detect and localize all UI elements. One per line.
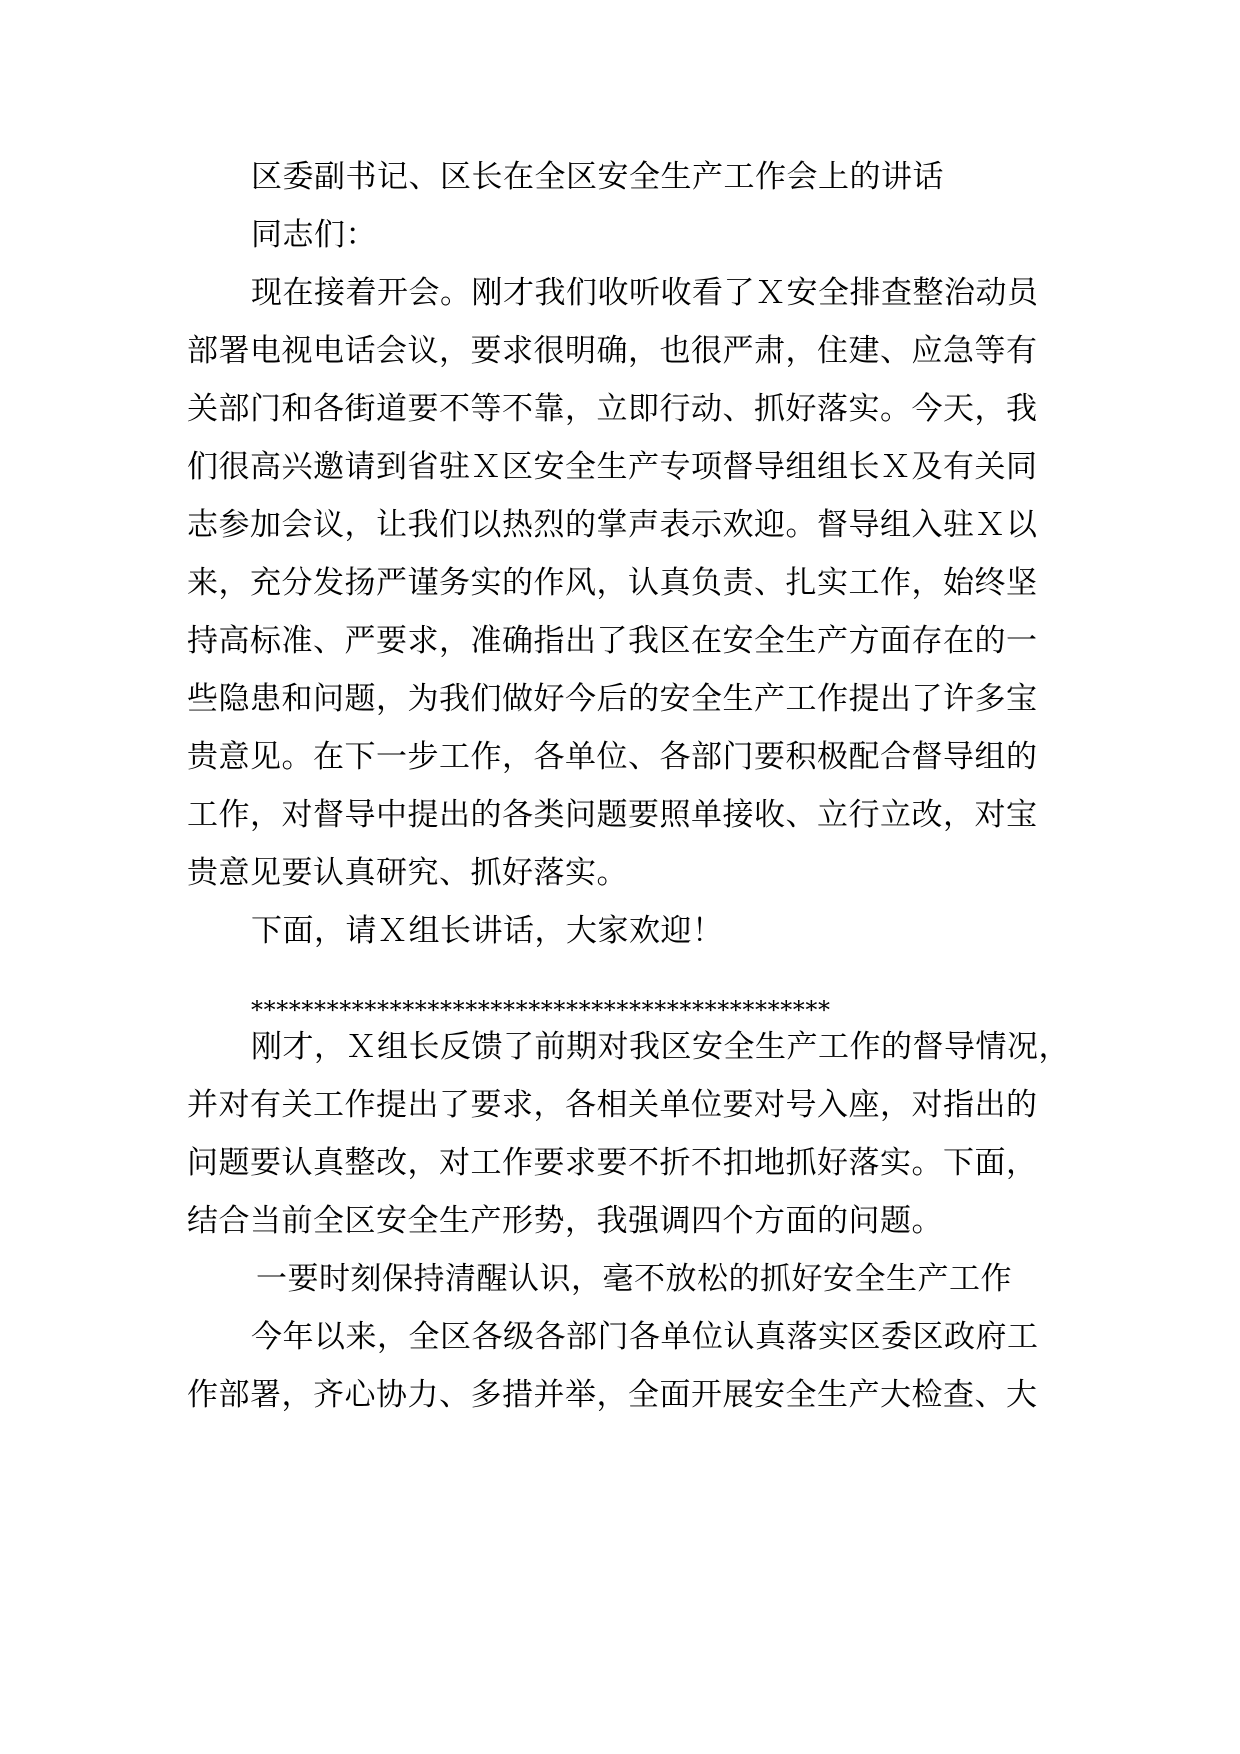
paragraph-line: 刚才，Ｘ组长反馈了前期对我区安全生产工作的督导情况， bbox=[251, 1029, 1070, 1065]
paragraph-line: 现在接着开会。刚才我们收听收看了Ｘ安全排查整治动员 bbox=[251, 275, 1039, 311]
document-title: 区委副书记、区长在全区安全生产工作会上的讲话 bbox=[251, 159, 944, 195]
paragraph-line: 持高标准、严要求，准确指出了我区在安全生产方面存在的一 bbox=[187, 623, 1038, 659]
paragraph-line: 问题要认真整改，对工作要求要不折不扣地抓好落实。下面， bbox=[187, 1145, 1038, 1181]
separator-line: ********************************************** bbox=[251, 996, 831, 1024]
paragraph-line: 结合当前全区安全生产形势，我强调四个方面的问题。 bbox=[187, 1203, 943, 1239]
paragraph-line: 部署电视电话会议，要求很明确，也很严肃，住建、应急等有 bbox=[187, 333, 1038, 369]
paragraph-line: 今年以来，全区各级各部门各单位认真落实区委区政府工 bbox=[251, 1319, 1039, 1355]
paragraph-line: 下面，请Ｘ组长讲话，大家欢迎！ bbox=[251, 913, 724, 949]
paragraph-line: 们很高兴邀请到省驻Ｘ区安全生产专项督导组组长Ｘ及有关同 bbox=[187, 449, 1038, 485]
paragraph-line: 关部门和各街道要不等不靠，立即行动、抓好落实。今天，我 bbox=[187, 391, 1038, 427]
paragraph-line: 作部署，齐心协力、多措并举，全面开展安全生产大检查、大 bbox=[187, 1377, 1038, 1413]
paragraph-line: 贵意见要认真研究、抓好落实。 bbox=[187, 855, 628, 891]
salutation: 同志们： bbox=[251, 217, 377, 253]
paragraph-line: 贵意见。在下一步工作，各单位、各部门要积极配合督导组的 bbox=[187, 739, 1038, 775]
paragraph-line: 工作，对督导中提出的各类问题要照单接收、立行立改，对宝 bbox=[187, 797, 1038, 833]
paragraph-line: 志参加会议，让我们以热烈的掌声表示欢迎。督导组入驻Ｘ以 bbox=[187, 507, 1038, 543]
section-heading: 一要时刻保持清醒认识，毫不放松的抓好安全生产工作 bbox=[256, 1261, 1012, 1297]
paragraph-line: 些隐患和问题，为我们做好今后的安全生产工作提出了许多宝 bbox=[187, 681, 1038, 717]
paragraph-line: 并对有关工作提出了要求，各相关单位要对号入座，对指出的 bbox=[187, 1087, 1038, 1123]
paragraph-line: 来，充分发扬严谨务实的作风，认真负责、扎实工作，始终坚 bbox=[187, 565, 1038, 601]
